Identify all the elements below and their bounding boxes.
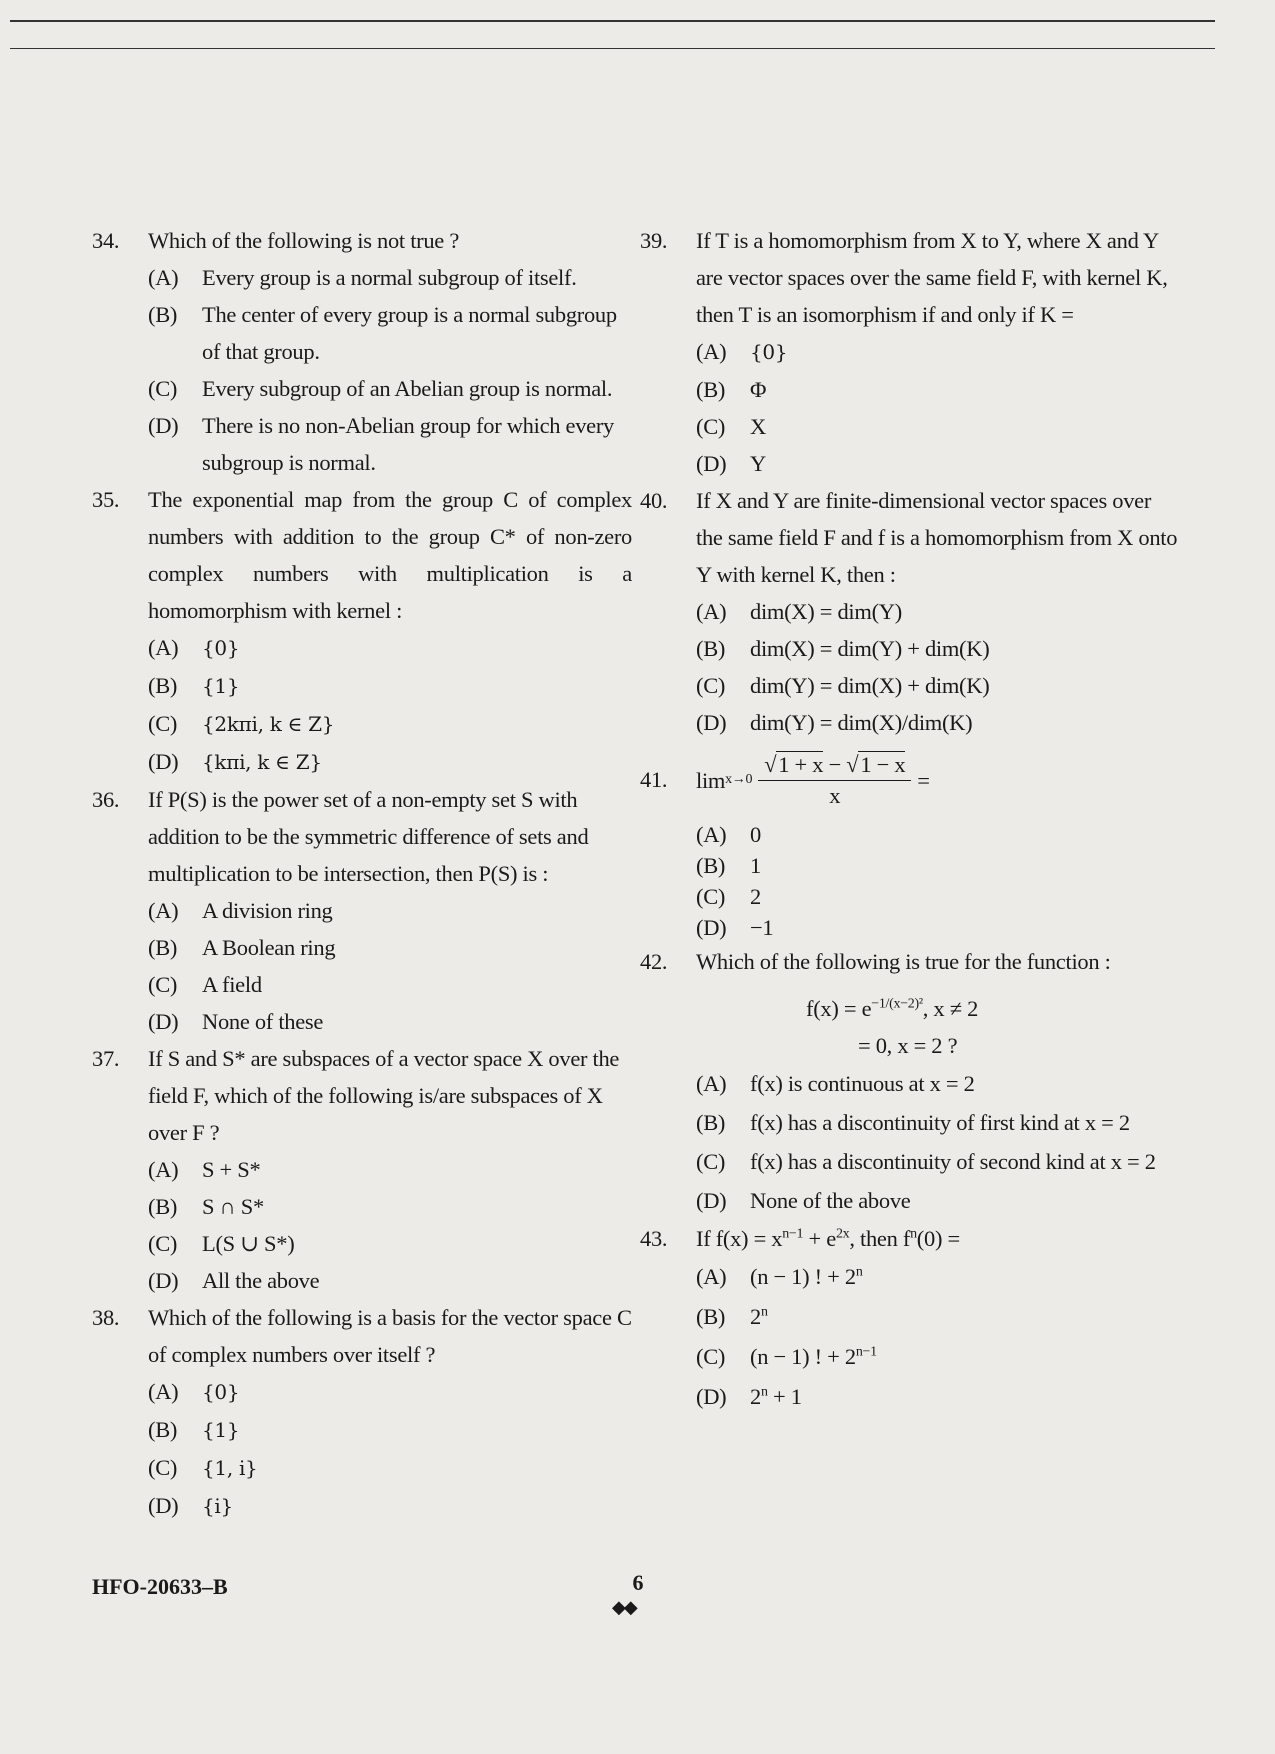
- option-label: (A): [148, 898, 179, 923]
- option-b: [148, 296, 632, 370]
- option-a: [696, 593, 1180, 630]
- option-label: (A): [148, 635, 179, 660]
- fraction-denominator: x: [829, 782, 841, 808]
- option-d: [148, 743, 632, 781]
- option-text: dim(X) = dim(Y): [750, 599, 902, 624]
- option-text: {0}: [202, 636, 240, 660]
- question-41: [640, 741, 1180, 943]
- option-label: (A): [148, 1157, 179, 1182]
- question-number: 37.: [92, 1046, 120, 1071]
- question-text-part: + e: [803, 1226, 836, 1251]
- question-text: Which of the following is true for the function :: [696, 949, 1111, 974]
- question-35: [92, 481, 632, 781]
- option-label: (A): [696, 1264, 727, 1289]
- function-lhs: f(x) = e: [806, 996, 872, 1021]
- option-text: {1}: [202, 1418, 240, 1442]
- option-label: (B): [148, 673, 178, 698]
- option-label: (D): [696, 915, 727, 940]
- option-text: {0}: [750, 340, 788, 364]
- option-text: 2: [750, 1384, 761, 1409]
- option-text: 1: [750, 853, 761, 878]
- superscript: n−1: [782, 1226, 804, 1242]
- question-40: [640, 482, 1180, 741]
- question-text-part: (0) =: [916, 1226, 960, 1251]
- option-text: 0: [750, 822, 761, 847]
- option-label: (C): [148, 1455, 178, 1480]
- top-rule: [10, 20, 1215, 22]
- option-label: (B): [696, 377, 726, 402]
- option-text: (n − 1) ! + 2: [750, 1344, 856, 1369]
- superscript: 2x: [835, 1226, 850, 1242]
- option-c: [148, 966, 632, 1003]
- superscript: n: [760, 1304, 768, 1320]
- question-text: If X and Y are finite-dimensional vector spaces over the same field F and f is a homomorphism from X onto Y with kernel K, then :: [696, 488, 1178, 587]
- option-label: (D): [696, 710, 727, 735]
- question-38: [92, 1299, 632, 1525]
- option-label: (A): [148, 265, 179, 290]
- question-number: 38.: [92, 1305, 120, 1330]
- option-text: L(S ∪ S*): [202, 1231, 295, 1256]
- option-text: X: [750, 414, 766, 439]
- option-label: (C): [696, 1344, 726, 1369]
- option-label: (D): [148, 413, 179, 438]
- option-text: S + S*: [202, 1157, 261, 1182]
- question-number: 41.: [640, 767, 668, 792]
- option-label: (A): [148, 1379, 179, 1404]
- option-b: [148, 929, 632, 966]
- option-label: (B): [148, 935, 178, 960]
- option-label: (D): [148, 1268, 179, 1293]
- question-42: [640, 943, 1180, 1220]
- option-text: dim(X) = dim(Y) + dim(K): [750, 636, 990, 661]
- option-c: [148, 1225, 632, 1262]
- left-column: [92, 222, 632, 1525]
- option-label: (D): [148, 1009, 179, 1034]
- option-d: [148, 1262, 632, 1299]
- option-b: [696, 1297, 1180, 1337]
- question-text: Which of the following is a basis for the vector space C of complex numbers over itself ?: [148, 1305, 632, 1367]
- question-text-part: , then f: [849, 1226, 911, 1251]
- diamond-ornament: ◆◆: [612, 1597, 636, 1617]
- option-c: [696, 1142, 1180, 1181]
- option-label: (C): [148, 711, 178, 736]
- option-text: 2: [750, 884, 761, 909]
- option-label: (B): [696, 853, 726, 878]
- option-text: f(x) has a discontinuity of second kind at x = 2: [750, 1149, 1156, 1174]
- option-text: {kπi, k ∈ Z}: [202, 750, 322, 774]
- option-label: (D): [696, 1188, 727, 1213]
- option-tail: + 1: [767, 1384, 802, 1409]
- option-text: dim(Y) = dim(X) + dim(K): [750, 673, 990, 698]
- option-label: (C): [696, 673, 726, 698]
- question-text: Which of the following is not true ?: [148, 228, 460, 253]
- option-d: [148, 407, 632, 481]
- option-label: (C): [696, 1149, 726, 1174]
- option-b: [696, 630, 1180, 667]
- option-text: A field: [202, 972, 262, 997]
- option-c: [696, 408, 1180, 445]
- option-a: [148, 892, 632, 929]
- question-number: 43.: [640, 1226, 668, 1251]
- option-label: (D): [148, 1493, 179, 1518]
- option-text: Every subgroup of an Abelian group is normal.: [202, 376, 613, 401]
- option-label: (D): [696, 451, 727, 476]
- option-text: A division ring: [202, 898, 333, 923]
- option-c: [696, 881, 1180, 912]
- fraction-numerator: √1 + x − √1 − x: [758, 750, 911, 781]
- superscript: n: [910, 1226, 917, 1242]
- limit-fraction: [758, 750, 911, 811]
- function-exponent: −1/(x−2)²: [871, 996, 923, 1012]
- option-b: [696, 850, 1180, 881]
- option-c: [148, 370, 632, 407]
- option-text: Every group is a normal subgroup of itself.: [202, 265, 577, 290]
- question-text: [696, 1220, 1180, 1257]
- question-43: [640, 1220, 1180, 1417]
- option-label: (B): [696, 1110, 726, 1135]
- top-rule-thin: [10, 48, 1215, 49]
- option-text: All the above: [202, 1268, 320, 1293]
- option-text: f(x) is continuous at x = 2: [750, 1071, 975, 1096]
- option-text: The center of every group is a normal subgroup of that group.: [202, 302, 617, 364]
- option-label: (A): [696, 599, 727, 624]
- question-number: 40.: [640, 488, 668, 513]
- sqrt-one-plus-x: 1 + x: [778, 751, 824, 777]
- question-text: If P(S) is the power set of a non-empty set S with addition to be the symmetric difference of sets and multiplication to be intersection, then P(S) is :: [148, 787, 589, 886]
- option-a: [148, 629, 632, 667]
- right-column: [640, 222, 1180, 1417]
- option-text: −1: [750, 915, 774, 940]
- question-36: [92, 781, 632, 1040]
- option-b: [148, 1411, 632, 1449]
- option-d: [696, 445, 1180, 482]
- superscript: n: [760, 1384, 768, 1400]
- option-d: [148, 1487, 632, 1525]
- option-label: (C): [696, 414, 726, 439]
- function-condition: , x ≠ 2: [922, 996, 979, 1021]
- question-text: The exponential map from the group C of complex numbers with addition to the group C* of non-zero complex numbers with multiplication is a homomorphism with kernel :: [148, 487, 632, 623]
- question-37: [92, 1040, 632, 1299]
- option-b: [148, 667, 632, 705]
- minus-sign: −: [828, 751, 841, 777]
- equals-sign: =: [917, 767, 930, 793]
- option-text: {1, i}: [202, 1456, 258, 1480]
- function-row-1: [806, 990, 1180, 1027]
- option-text: 2: [750, 1304, 761, 1329]
- option-b: [696, 1103, 1180, 1142]
- option-label: (B): [148, 1194, 178, 1219]
- option-d: [696, 1377, 1180, 1417]
- superscript: n: [855, 1264, 863, 1280]
- booklet-code: HFO-20633–B: [92, 1574, 228, 1599]
- option-text: f(x) has a discontinuity of first kind at x = 2: [750, 1110, 1130, 1135]
- option-d: [696, 704, 1180, 741]
- option-text: {i}: [202, 1494, 233, 1518]
- option-a: [148, 1151, 632, 1188]
- question-number: 34.: [92, 228, 120, 253]
- option-a: [696, 1064, 1180, 1103]
- option-text: None of the above: [750, 1188, 911, 1213]
- option-label: (B): [148, 302, 178, 327]
- option-c: [696, 667, 1180, 704]
- option-b: [148, 1188, 632, 1225]
- option-label: (A): [696, 1071, 727, 1096]
- superscript: n−1: [855, 1344, 877, 1360]
- function-definition: [696, 990, 1180, 1064]
- question-text: If T is a homomorphism from X to Y, where X and Y are vector spaces over the same field F, with kernel K, then T is an isomorphism if and only if K =: [696, 228, 1168, 327]
- page-number: 6: [632, 1570, 644, 1595]
- option-c: [696, 1337, 1180, 1377]
- option-label: (B): [696, 1304, 726, 1329]
- option-text: S ∩ S*: [202, 1194, 264, 1219]
- question-number: 42.: [640, 949, 668, 974]
- option-text: Y: [750, 451, 766, 476]
- question-number: 36.: [92, 787, 120, 812]
- option-b: [696, 371, 1180, 408]
- question-text: If S and S* are subspaces of a vector space X over the field F, which of the following is/are subspaces of X over F ?: [148, 1046, 620, 1145]
- function-row-2: = 0, x = 2 ?: [858, 1033, 958, 1058]
- option-label: (D): [148, 749, 179, 774]
- option-text: {0}: [202, 1380, 240, 1404]
- sqrt-one-minus-x: 1 − x: [860, 751, 906, 777]
- option-text: A Boolean ring: [202, 935, 336, 960]
- option-a: [148, 259, 632, 296]
- limit-expression: lim x→0 $\frac{√1 + x - √1 - x}{x}$ =: [696, 741, 1180, 819]
- question-number: 39.: [640, 228, 668, 253]
- option-text: None of these: [202, 1009, 324, 1034]
- option-c: [148, 1449, 632, 1487]
- option-a: [148, 1373, 632, 1411]
- option-label: (A): [696, 339, 727, 364]
- option-text: There is no non-Abelian group for which every subgroup is normal.: [202, 413, 614, 475]
- option-text: (n − 1) ! + 2: [750, 1264, 856, 1289]
- option-d: [696, 912, 1180, 943]
- option-d: [696, 1181, 1180, 1220]
- option-label: (C): [148, 1231, 178, 1256]
- question-34: [92, 222, 632, 481]
- lim-word: lim: [696, 767, 726, 793]
- option-label: (A): [696, 822, 727, 847]
- option-text: Φ: [750, 377, 767, 402]
- option-c: [148, 705, 632, 743]
- option-text: {1}: [202, 674, 240, 698]
- option-label: (C): [148, 376, 178, 401]
- option-label: (B): [696, 636, 726, 661]
- option-d: [148, 1003, 632, 1040]
- option-label: (B): [148, 1417, 178, 1442]
- question-text-part: If f(x) = x: [696, 1226, 783, 1251]
- option-label: (C): [696, 884, 726, 909]
- option-a: [696, 333, 1180, 371]
- option-a: [696, 1257, 1180, 1297]
- question-number: 35.: [92, 487, 120, 512]
- option-label: (D): [696, 1384, 727, 1409]
- question-39: [640, 222, 1180, 482]
- option-a: [696, 819, 1180, 850]
- option-text: dim(Y) = dim(X)/dim(K): [750, 710, 973, 735]
- option-text: {2kπi, k ∈ Z}: [202, 712, 335, 736]
- option-label: (C): [148, 972, 178, 997]
